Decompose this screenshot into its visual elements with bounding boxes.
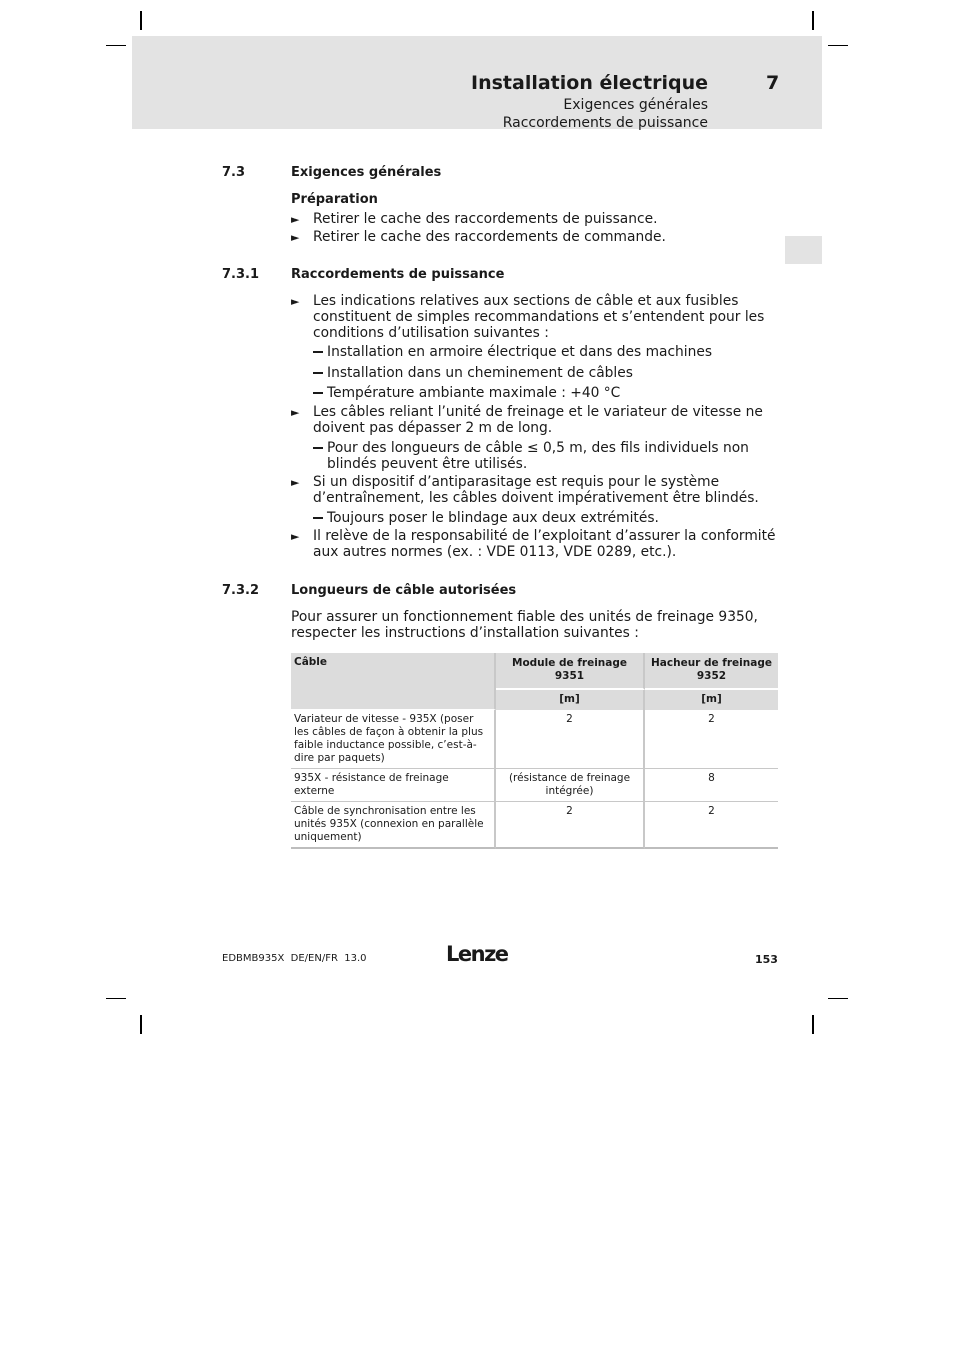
bullet-text: Les indications relatives aux sections de câble et aux fusibles constituent de simples recommandations et s’entendent pour les conditions d’utilisation suivantes :	[313, 293, 765, 341]
section-number: 7.3	[222, 165, 246, 180]
crop-mark	[828, 45, 848, 46]
dash-icon	[313, 392, 323, 394]
cell-cable: 935X - résistance de freinage externe	[291, 769, 496, 802]
table-row	[291, 769, 778, 802]
cell-9352: 2	[645, 802, 778, 849]
chapter-side-tab	[785, 236, 822, 264]
bullet-arrow-icon: ►	[291, 295, 300, 308]
bullet-arrow-icon: ►	[291, 476, 300, 489]
bullet-arrow-icon: ►	[291, 213, 300, 226]
dash-icon	[313, 447, 323, 449]
header-subtitle: Exigences générales	[563, 97, 708, 113]
dash-icon	[313, 517, 323, 519]
cell-9352: 2	[645, 710, 778, 769]
col-header-cable: Câble	[291, 653, 496, 710]
crop-mark	[140, 11, 142, 30]
crop-mark	[812, 11, 814, 30]
col-header-9351: Module de freinage 9351	[496, 653, 645, 690]
crop-mark	[828, 998, 848, 999]
table-row	[291, 802, 778, 849]
col-header-9352: Hacheur de freinage 9352	[645, 653, 778, 690]
section-number: 7.3.1	[222, 267, 260, 282]
crop-mark	[106, 45, 126, 46]
table-row	[291, 710, 778, 769]
sub-item-text: Installation en armoire électrique et dans des machines	[327, 344, 713, 360]
lenze-logo: Lenze	[446, 942, 508, 966]
sub-item-text: Température ambiante maximale : +40 °C	[327, 385, 621, 401]
sub-item-text: Pour des longueurs de câble ≤ 0,5 m, des fils individuels non blindés peuvent être utilisés.	[327, 440, 749, 472]
bullet-arrow-icon: ►	[291, 406, 300, 419]
chapter-number: 7	[766, 72, 780, 94]
cell-9351: (résistance de freinage intégrée)	[496, 769, 645, 802]
bullet-text: Si un dispositif d’antiparasitage est requis pour le système d’entraînement, les câbles doivent impérativement être blindés.	[313, 474, 759, 506]
sub-item-text: Installation dans un cheminement de câbles	[327, 365, 633, 381]
bullet-arrow-icon: ►	[291, 231, 300, 244]
crop-mark	[140, 1015, 142, 1034]
unit-9351: [m]	[496, 690, 645, 710]
cable-length-table	[291, 653, 778, 849]
section-number: 7.3.2	[222, 583, 260, 598]
cell-9351: 2	[496, 710, 645, 769]
bullet-arrow-icon: ►	[291, 530, 300, 543]
cell-9352: 8	[645, 769, 778, 802]
dash-icon	[313, 372, 323, 374]
table-header-row	[291, 653, 778, 690]
cell-9351: 2	[496, 802, 645, 849]
bullet-text: Les câbles reliant l’unité de freinage et le variateur de vitesse ne doivent pas dépasser 2 m de long.	[313, 404, 763, 436]
sub-item-text: Toujours poser le blindage aux deux extrémités.	[327, 510, 659, 526]
page-number: 153	[755, 953, 778, 966]
document-id: EDBMB935X DE/EN/FR 13.0	[222, 953, 367, 964]
cell-cable: Câble de synchronisation entre les unités 935X (connexion en parallèle uniquement)	[291, 802, 496, 849]
bullet-text: Retirer le cache des raccordements de puissance.	[313, 211, 658, 227]
header-subtitle: Raccordements de puissance	[502, 115, 708, 131]
intro-paragraph: Pour assurer un fonctionnement fiable des unités de freinage 9350, respecter les instructions d’installation suivantes :	[291, 609, 758, 641]
crop-mark	[812, 1015, 814, 1034]
bullet-text: Il relève de la responsabilité de l’exploitant d’assurer la conformité aux autres normes (ex. : VDE 0113, VDE 0289, etc.).	[313, 528, 776, 560]
subheading: Préparation	[291, 192, 378, 207]
section-title: Exigences générales	[291, 165, 442, 180]
section-title: Raccordements de puissance	[291, 267, 505, 282]
cell-cable: Variateur de vitesse - 935X (poser les câbles de façon à obtenir la plus faible inductance possible, c’est-à-dire par paquets)	[291, 710, 496, 769]
unit-9352: [m]	[645, 690, 778, 710]
chapter-title: Installation électrique	[471, 72, 708, 94]
dash-icon	[313, 351, 323, 353]
crop-mark	[106, 998, 126, 999]
bullet-text: Retirer le cache des raccordements de commande.	[313, 229, 666, 245]
section-title: Longueurs de câble autorisées	[291, 583, 517, 598]
